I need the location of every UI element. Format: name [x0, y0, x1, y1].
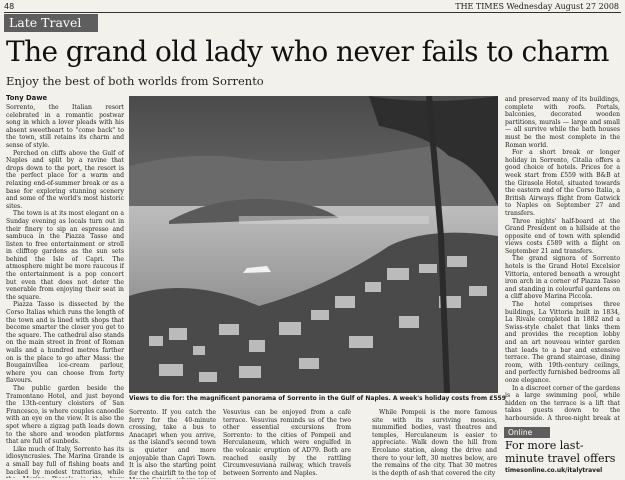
paragraph: Perched on cliffs above the Gulf of Naples and split by a ravine that drops down to the port, the resort is the perfect place for a warm and relaxing end-of-summer break or as a base for exploring stunning scenery and some of the world's most historic sites.	[6, 149, 124, 210]
article-column-1	[6, 104, 124, 478]
paragraph: Piazza Tasso is dissected by the Corso Italias which runs the length of the town and is lined with shops that become smarter the closer you get to the square. The cathedral also stands on the main street in front of Roman walls and a hundred metres farther on is the place to go after Mass: the Bougainvillea ice-cream parlour, where you can choose from forty flavours.	[6, 301, 124, 385]
section-tag: Late Travel	[4, 14, 98, 32]
masthead: THE TIMES Wednesday August 27 2008	[455, 2, 619, 11]
paragraph: The town is at its most elegant on a Sunday evening as locals turn out in their finery to sip an espresso and sambuca in the Piazza Tasso and listen to free entertainment or stroll in clifftop gardens as the sun sets behind the Isle of Capri. The atmosphere might be more raucous if the entertainment is a pop concert but even that does not deter the venerable from enjoying their seat in the square.	[6, 210, 124, 301]
article-column-5	[505, 96, 620, 423]
online-url: timesonline.co.uk/italytravel	[505, 467, 603, 474]
photo-illustration	[129, 96, 498, 393]
photo-caption: Views to die for: the magnificent panorama of Sorrento in the Gulf of Naples. A week's holiday costs from £559	[129, 395, 506, 402]
article-column-2	[129, 409, 216, 479]
paragraph: In a discreet corner of the gardens is a large swimming pool, while hidden on the terrace is a lift that takes guests down to the harbourside. A three-night break at	[505, 384, 620, 422]
paragraph: For a short break or longer holiday in Sorrento, Citalia offers a good choice of hotels. Prices for a week start from £559 with B&B at the Girasole Hotel, situated towards the eastern end of the Corso Italia, a British Airways flight from Gatwick to Naples on September 27 and transfers.	[505, 149, 620, 217]
paragraph: Like much of Italy, Sorrento has its idiosyncrasies. The Marina Grande is a small bay full of fishing boats and backed by modest trattorias, while	[6, 445, 124, 476]
paragraph: and preserved many of its buildings, complete with roofs. Portals, balconies, decorated wooden partitions, murals — large and small — all survive while the bath houses must be the most complete in the Roman world.	[505, 96, 620, 149]
paragraph: While Pompeii is the more famous site with its surviving mosaics, mummified bodies, vast theatres and temples, Herculaneum is easier to appreciate. Walk down the hill from Ercolano station, along the drive and there to your left, 30 metres below, are the remains of the city. That 30 metres is the depth of ash that covered the city	[372, 409, 497, 477]
paragraph: Vesuvius can be enjoyed from a café terrace. Vesuvius reminds us of the two other essential excursions from Sorrento: to the cities of Pompeii and Herculaneum, which were engulfed in the volcanic eruption of AD79. Both are reached easily by the rattling Circumvesuviana railway, which travels between Sorrento and Naples.	[223, 409, 351, 477]
headline: The grand old lady who never fails to charm	[6, 35, 609, 68]
paragraph: Sorrento, the Italian resort celebrated in a romantic postwar song in which a lover pleads with his absent sweetheart to "come back" to the town, still retains its charm and sense of style.	[6, 104, 124, 149]
paragraph: The hotel comprises three buildings, La Vittoria built in 1834, La Rivale completed in 1882 and a Swiss-style chalet that links them and provides the reception lobby and an art nouveau winter garden that leads to a bar and extensive terrace. The grand staircase, dining room, with 19th-century ceilings, and perfectly furnished bedrooms all ooze elegance.	[505, 301, 620, 384]
sorrento-panorama-photo	[129, 96, 498, 393]
paragraph: The public garden beside the Tramontano Hotel, and just beyond the 13th-century cloisters of San Francesco, is where couples canoodle with an eye on the view. It is also the spot where a zigzag path leads down to the shore and wooden platforms that are full of sunbeds.	[6, 384, 124, 446]
masthead-rule	[4, 12, 621, 13]
byline: Tony Dawe	[6, 94, 48, 102]
standfirst: Enjoy the best of both worlds from Sorrento	[6, 74, 264, 88]
online-headline: For more last-minute travel offers	[505, 439, 616, 465]
paragraph: Sorrento. If you catch the ferry for the 40-minute crossing, take a bus to Anacapri when you arrive, as the island's second town is quieter and more enjoyable than Capri Town. It is also the starting point for the chairlift to the top of	[129, 409, 216, 477]
article-column-3	[223, 409, 351, 479]
paragraph: The grand signora of Sorrento hotels is the Grand Hotel Excelsior Vittoria, entered beneath a wrought iron arch in a corner of Piazza Tasso and standing in colourful gardens on a cliff above Marina Piccola.	[505, 255, 620, 301]
paragraph: Three nights' half-board at the Grand President on a hillside at the opposite end of town with splendid views costs £589 with a flight on September 21 and transfers.	[505, 217, 620, 255]
page-number: 48	[4, 2, 15, 11]
article-column-4	[372, 409, 497, 479]
online-tag: Online	[504, 427, 550, 438]
